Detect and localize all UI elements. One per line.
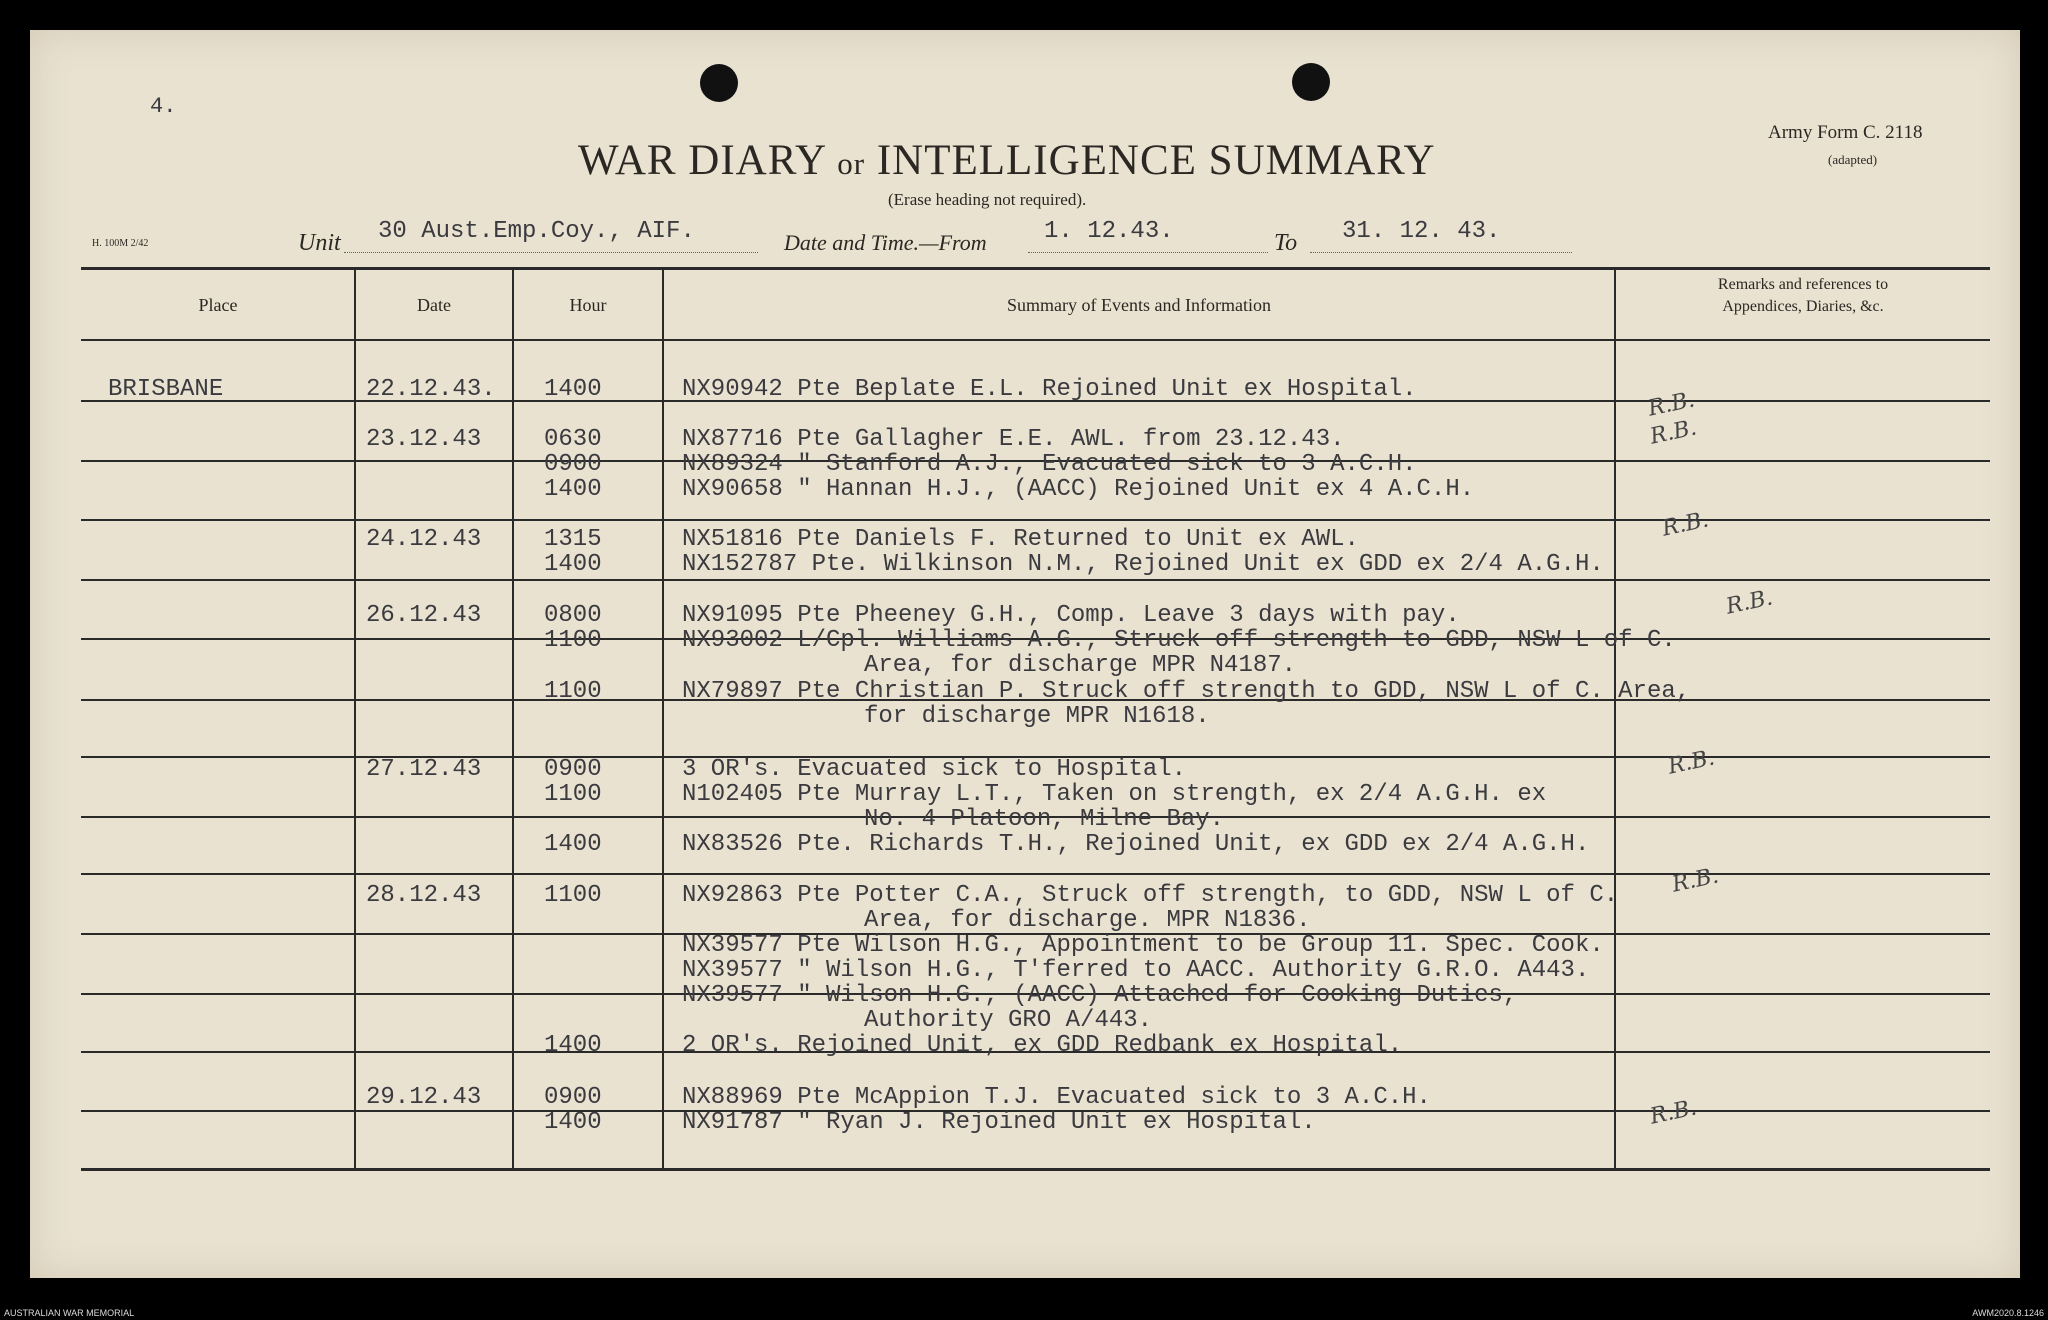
unit-label: Unit <box>298 230 341 256</box>
summary-entry: NX92863 Pte Potter C.A., Struck off strength, to GDD, NSW L of C. <box>682 882 1619 909</box>
summary-entry: Authority GRO A/443. <box>864 1007 1153 1034</box>
remarks-initials: R.B. <box>1659 507 1711 542</box>
hour-cell: 1100 <box>544 781 602 808</box>
summary-entry: NX39577 " Wilson H.G., (AACC) Attached for Cooking Duties, <box>682 982 1518 1009</box>
header-hour: Hour <box>569 295 607 315</box>
summary-entry: NX88969 Pte McAppion T.J. Evacuated sick to 3 A.C.H. <box>682 1084 1431 1111</box>
date-cell: 28.12.43 <box>366 882 482 909</box>
hour-cell: 1400 <box>544 476 602 503</box>
summary-entry: NX152787 Pte. Wilkinson N.M., Rejoined Unit ex GDD ex 2/4 A.G.H. <box>682 551 1604 578</box>
summary-entry: for discharge MPR N1618. <box>864 703 1210 730</box>
summary-entry: NX89324 " Stanford A.J., Evacuated sick to 3 A.C.H. <box>682 451 1417 478</box>
date-cell: 22.12.43. <box>366 376 496 403</box>
date-cell: 23.12.43 <box>366 426 482 453</box>
remarks-initials: R.B. <box>1647 415 1699 450</box>
summary-entry: NX90942 Pte Beplate E.L. Rejoined Unit ex Hospital. <box>682 376 1417 403</box>
remarks-initials: R.B. <box>1669 863 1721 898</box>
summary-entry: 3 OR's. Evacuated sick to Hospital. <box>682 756 1187 783</box>
header-date: Date <box>417 295 451 315</box>
unit-dotted-line <box>344 252 758 253</box>
army-form-adapted: (adapted) <box>1828 152 1878 167</box>
hour-cell: 0900 <box>544 451 602 478</box>
hour-cell: 0900 <box>544 756 602 783</box>
footer-accession: AWM2020.8.1246 <box>1972 1308 2044 1318</box>
hour-cell: 1400 <box>544 376 602 403</box>
to-dotted-line <box>1310 252 1572 253</box>
summary-entry: Area, for discharge. MPR N1836. <box>864 907 1311 934</box>
summary-entry: NX91095 Pte Pheeney G.H., Comp. Leave 3 days with pay. <box>682 602 1460 629</box>
hour-cell: 1315 <box>544 526 602 553</box>
unit-value: 30 Aust.Emp.Coy., AIF. <box>378 218 695 245</box>
summary-entry: NX83526 Pte. Richards T.H., Rejoined Unit, ex GDD ex 2/4 A.G.H. <box>682 831 1590 858</box>
header-summary: Summary of Events and Information <box>1007 295 1271 315</box>
title-or: or <box>837 146 866 181</box>
date-cell: 29.12.43 <box>366 1084 482 1111</box>
hour-cell: 1100 <box>544 627 602 654</box>
army-form-label: Army Form C. 2118 <box>1768 122 1923 143</box>
from-dotted-line <box>1028 252 1268 253</box>
date-from-value: 1. 12.43. <box>1044 218 1174 245</box>
hour-cell: 0630 <box>544 426 602 453</box>
summary-entry: 2 OR's. Rejoined Unit, ex GDD Redbank ex Hospital. <box>682 1032 1403 1059</box>
date-cell: 27.12.43 <box>366 756 482 783</box>
remarks-initials: R.B. <box>1665 745 1717 780</box>
date-cell: 24.12.43 <box>366 526 482 553</box>
header-place: Place <box>198 295 238 315</box>
column-divider <box>354 270 356 1168</box>
header-remarks-line2: Appendices, Diaries, &c. <box>1722 298 1884 315</box>
summary-entry: No. 4 Platoon, Milne Bay. <box>864 806 1225 833</box>
summary-entry: NX79897 Pte Christian P. Struck off strength to GDD, NSW L of C. Area, <box>682 678 1691 705</box>
hour-cell: 1400 <box>544 831 602 858</box>
hour-cell: 1100 <box>544 882 602 909</box>
header-remarks-line1: Remarks and references to <box>1717 276 1889 293</box>
hour-cell: 1400 <box>544 551 602 578</box>
place-cell: BRISBANE <box>108 376 224 403</box>
summary-entry: NX93002 L/Cpl. Williams A.G., Struck off strength to GDD, NSW L of C. <box>682 627 1676 654</box>
summary-entry: NX39577 Pte Wilson H.G., Appointment to be Group 11. Spec. Cook. <box>682 932 1604 959</box>
remarks-initials: R.B. <box>1645 387 1697 422</box>
diary-page <box>30 30 2020 1278</box>
date-to-value: 31. 12. 43. <box>1342 218 1501 245</box>
hour-cell: 0800 <box>544 602 602 629</box>
title-intelligence-summary: INTELLIGENCE SUMMARY <box>876 137 1436 184</box>
page-number: 4. <box>150 94 177 119</box>
subtitle: (Erase heading not required). <box>888 190 1087 209</box>
hour-cell: 0900 <box>544 1084 602 1111</box>
summary-entry: NX39577 " Wilson H.G., T'ferred to AACC. Authority G.R.O. A443. <box>682 957 1590 984</box>
column-divider <box>662 270 664 1168</box>
row-rule <box>81 579 1990 581</box>
punch-hole <box>1292 63 1330 101</box>
title-war-diary: WAR DIARY <box>578 137 826 184</box>
table-top-rule <box>81 267 1990 270</box>
row-rule <box>81 339 1990 341</box>
summary-entry: N102405 Pte Murray L.T., Taken on strength, ex 2/4 A.G.H. ex <box>682 781 1547 808</box>
punch-hole <box>700 64 738 102</box>
date-from-label: Date and Time.—From <box>784 230 987 255</box>
summary-entry: NX91787 " Ryan J. Rejoined Unit ex Hospital. <box>682 1109 1316 1136</box>
hour-cell: 1400 <box>544 1109 602 1136</box>
hour-cell: 1100 <box>544 678 602 705</box>
page-title <box>578 136 1436 185</box>
footer-credit: AUSTRALIAN WAR MEMORIAL <box>4 1308 135 1318</box>
date-to-label: To <box>1274 230 1298 256</box>
column-divider <box>1614 270 1616 1168</box>
hour-cell: 1400 <box>544 1032 602 1059</box>
form-code: H. 100M 2/42 <box>92 238 149 249</box>
date-cell: 26.12.43 <box>366 602 482 629</box>
column-divider <box>512 270 514 1168</box>
summary-entry: Area, for discharge MPR N4187. <box>864 652 1297 679</box>
remarks-initials: R.B. <box>1647 1095 1699 1130</box>
remarks-initials: R.B. <box>1723 585 1775 620</box>
summary-entry: NX87716 Pte Gallagher E.E. AWL. from 23.12.43. <box>682 426 1345 453</box>
summary-entry: NX90658 " Hannan H.J., (AACC) Rejoined Unit ex 4 A.C.H. <box>682 476 1475 503</box>
table-bottom-rule <box>81 1168 1990 1171</box>
summary-entry: NX51816 Pte Daniels F. Returned to Unit ex AWL. <box>682 526 1359 553</box>
